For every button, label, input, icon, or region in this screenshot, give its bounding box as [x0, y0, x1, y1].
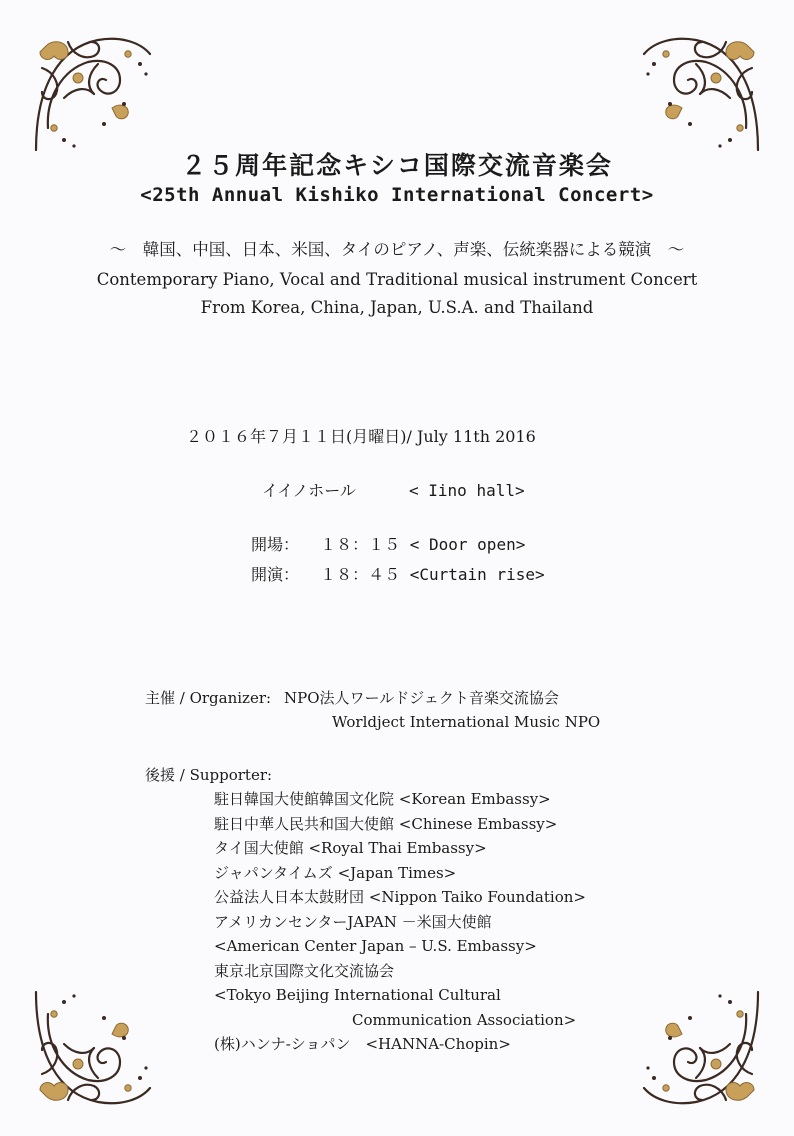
supporter-label: 後援 / Supporter: [145, 766, 273, 784]
supporter-item: Communication Association> [352, 1010, 577, 1029]
event-venue [262, 478, 525, 501]
supporter-item: (株)ハンナ-ショパン <HANNA-Chopin> [214, 1035, 511, 1053]
supporter-item: <American Center Japan – U.S. Embassy> [214, 937, 537, 955]
curtain-rise-label: 開演： [251, 565, 300, 584]
supporter-item: <Tokyo Beijing International Cultural [214, 986, 501, 1004]
title-japanese: ２５周年記念キシコ国際交流音楽会 [181, 151, 613, 180]
venue-english: < Iino hall> [409, 481, 525, 500]
organizer-name-english: Worldject International Music NPO [332, 713, 601, 731]
door-open-time: １８：１５ < Door open> [320, 535, 526, 554]
door-open-label: 開場： [251, 535, 300, 554]
supporter-list [214, 787, 586, 1057]
supporter-item: アメリカンセンターJAPAN －米国大使館 [214, 912, 492, 931]
supporter-item: タイ国大使館 <Royal Thai Embassy> [214, 839, 487, 857]
subtitle-japanese: ～ 韓国、中国、日本、米国、タイのピアノ、声楽、伝統楽器による競演 ～ [109, 240, 685, 259]
supporter-item: 駐日韓国大使館韓国文化院 <Korean Embassy> [214, 790, 551, 808]
title-english: <25th Annual Kishiko International Concert> [140, 184, 654, 206]
subtitle-english-line-2: From Korea, China, Japan, U.S.A. and Thailand [200, 298, 594, 317]
corner-ornament-top-left [28, 28, 158, 158]
organizer-label: 主催 / Organizer: [145, 689, 272, 707]
organizer-name-japanese: NPO法人ワールドジェクト音楽交流協会 [284, 689, 559, 707]
curtain-rise-time: １８：４５ <Curtain rise> [320, 565, 545, 584]
supporter-item: ジャパンタイムズ <Japan Times> [214, 863, 457, 882]
corner-ornament-top-right [636, 28, 766, 158]
venue-japanese: イイノホール [262, 481, 356, 500]
supporter-item: 東京北京国際文化交流協会 [214, 961, 395, 980]
event-date: ２０１６年７月１１日(月曜日)/ July 11th 2016 [186, 427, 536, 446]
corner-ornament-bottom-right [636, 984, 766, 1114]
door-open-row [251, 532, 525, 555]
subtitle-english-line-1: Contemporary Piano, Vocal and Traditional musical instrument Concert [96, 270, 698, 289]
corner-ornament-bottom-left [28, 984, 158, 1114]
curtain-rise-row [251, 562, 545, 585]
supporter-item: 駐日中華人民共和国大使館 <Chinese Embassy> [214, 814, 558, 833]
supporter-item: 公益法人日本太鼓財団 <Nippon Taiko Foundation> [214, 888, 586, 906]
